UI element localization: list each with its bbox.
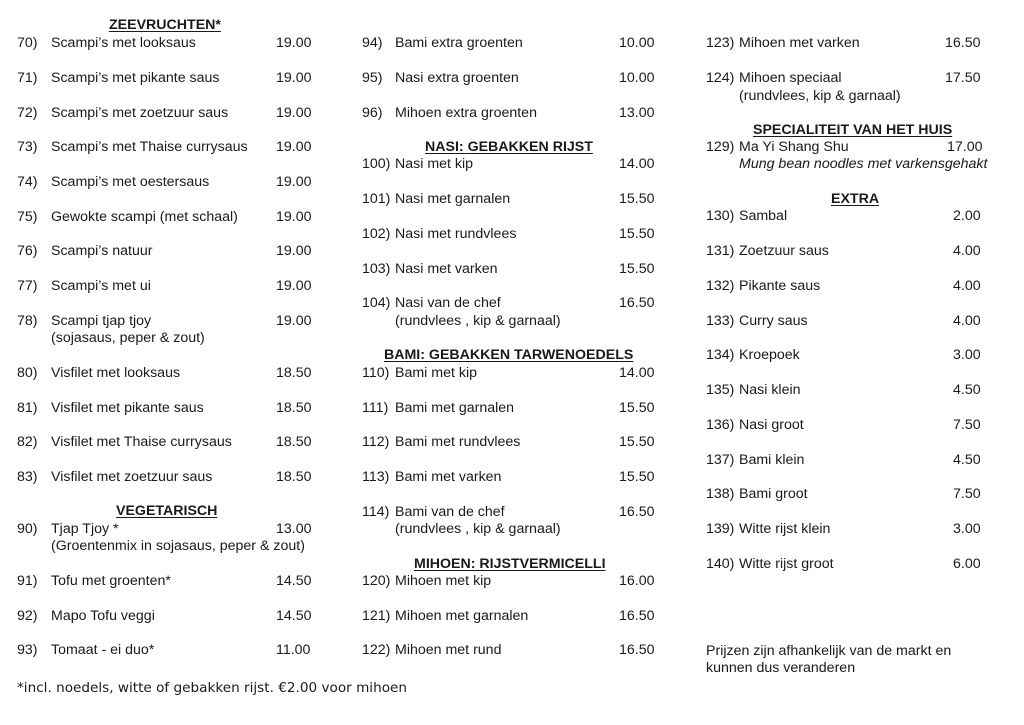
item-number: 103) xyxy=(362,261,391,277)
item-number: 76) xyxy=(17,243,38,259)
item-name: Mihoen met kip xyxy=(395,573,492,589)
item-price: 16.50 xyxy=(619,642,655,658)
item-number: 112) xyxy=(362,434,390,450)
item-name: Visfilet met looksaus xyxy=(51,365,181,381)
item-price: 15.50 xyxy=(619,191,655,207)
item-number: 120) xyxy=(362,573,391,589)
section-heading-bami: BAMI: GEBAKKEN TARWENOEDELS xyxy=(384,347,634,363)
item-name: Bami extra groenten xyxy=(395,35,523,51)
item-number: 110) xyxy=(362,365,390,381)
item-name: Mihoen met rund xyxy=(395,642,502,658)
item-name: Bami groot xyxy=(739,486,808,502)
item-name: Mapo Tofu veggi xyxy=(51,608,155,624)
item-price: 10.00 xyxy=(619,35,655,51)
item-name: Nasi met rundvlees xyxy=(395,226,517,242)
item-name: Nasi groot xyxy=(739,417,804,433)
item-name: Ma Yi Shang Shu xyxy=(739,139,849,155)
section-heading-nasi: NASI: GEBAKKEN RIJST xyxy=(425,139,593,155)
item-name: Scampi’s met Thaise currysaus xyxy=(51,139,248,155)
item-number: 111) xyxy=(362,400,389,416)
item-name: Bami met kip xyxy=(395,365,477,381)
item-name: Bami met varken xyxy=(395,469,502,485)
section-heading-specialiteit: SPECIALITEIT VAN HET HUIS xyxy=(753,122,953,138)
item-price: 2.00 xyxy=(953,208,981,224)
item-number: 135) xyxy=(706,382,735,398)
item-name: Mihoen speciaal xyxy=(739,70,842,86)
item-name: Tjap Tjoy * xyxy=(51,521,119,537)
item-number: 94) xyxy=(362,35,383,51)
item-number: 122) xyxy=(362,642,391,658)
item-number: 83) xyxy=(17,469,38,485)
item-number: 100) xyxy=(362,156,391,172)
item-number: 113) xyxy=(362,469,390,485)
item-number: 121) xyxy=(362,608,391,624)
item-price: 18.50 xyxy=(276,434,312,450)
item-price: 14.00 xyxy=(619,156,655,172)
item-price: 4.50 xyxy=(953,452,981,468)
item-description: (rundvlees, kip & garnaal) xyxy=(739,88,901,104)
item-number: 138) xyxy=(706,486,735,502)
item-number: 114) xyxy=(362,504,390,520)
item-price: 18.50 xyxy=(276,469,312,485)
item-number: 71) xyxy=(17,70,38,86)
item-number: 123) xyxy=(706,35,735,51)
item-number: 73) xyxy=(17,139,38,155)
item-number: 137) xyxy=(706,452,735,468)
item-number: 131) xyxy=(706,243,735,259)
item-price: 16.50 xyxy=(619,608,655,624)
item-price: 19.00 xyxy=(276,174,312,190)
item-number: 78) xyxy=(17,313,38,329)
item-name: Nasi van de chef xyxy=(395,295,501,311)
item-price: 15.50 xyxy=(619,469,655,485)
item-price: 19.00 xyxy=(276,313,312,329)
item-description: (Groentenmix in sojasaus, peper & zout) xyxy=(51,538,305,554)
item-price: 14.50 xyxy=(276,573,312,589)
section-heading-mihoen: MIHOEN: RIJSTVERMICELLI xyxy=(414,556,606,572)
item-price: 15.50 xyxy=(619,226,655,242)
item-number: 81) xyxy=(17,400,38,416)
footnote-noodles-rice: *incl. noedels, witte of gebakken rijst. €2.00 voor mihoen xyxy=(17,680,407,696)
section-heading-extra: EXTRA xyxy=(831,191,880,207)
item-price: 19.00 xyxy=(276,243,312,259)
item-name: Scampi’s met pikante saus xyxy=(51,70,220,86)
item-name: Mihoen extra groenten xyxy=(395,105,537,121)
item-price: 4.00 xyxy=(953,243,981,259)
item-number: 77) xyxy=(17,278,38,294)
item-price: 15.50 xyxy=(619,261,655,277)
item-name: Scampi’s met oestersaus xyxy=(51,174,210,190)
item-price: 11.00 xyxy=(276,642,311,658)
item-name: Witte rijst groot xyxy=(739,556,834,572)
item-number: 130) xyxy=(706,208,735,224)
section-heading-zeevruchten: ZEEVRUCHTEN* xyxy=(109,17,221,33)
item-name: Mihoen met varken xyxy=(739,35,860,51)
item-price: 19.00 xyxy=(276,105,312,121)
item-number: 75) xyxy=(17,209,38,225)
item-price: 14.00 xyxy=(619,365,655,381)
item-price: 4.00 xyxy=(953,313,981,329)
item-price: 3.00 xyxy=(953,347,981,363)
item-price: 7.50 xyxy=(953,417,981,433)
item-name: Tomaat - ei duo* xyxy=(51,642,155,658)
item-name: Nasi met varken xyxy=(395,261,498,277)
item-number: 102) xyxy=(362,226,391,242)
item-number: 80) xyxy=(17,365,38,381)
item-name: Scampi’s met ui xyxy=(51,278,151,294)
item-name: Sambal xyxy=(739,208,788,224)
item-name: Visfilet met Thaise currysaus xyxy=(51,434,232,450)
item-number: 91) xyxy=(17,573,38,589)
item-number: 96) xyxy=(362,105,383,121)
item-name: Visfilet met zoetzuur saus xyxy=(51,469,213,485)
item-price: 13.00 xyxy=(619,105,655,121)
item-name: Scampi’s met zoetzuur saus xyxy=(51,105,229,121)
item-number: 124) xyxy=(706,70,735,86)
item-name: Curry saus xyxy=(739,313,808,329)
item-price: 7.50 xyxy=(953,486,981,502)
item-price: 19.00 xyxy=(276,70,312,86)
item-price: 19.00 xyxy=(276,139,312,155)
item-name: Bami klein xyxy=(739,452,805,468)
item-price: 16.50 xyxy=(619,504,655,520)
item-name: Pikante saus xyxy=(739,278,821,294)
item-name: Kroepoek xyxy=(739,347,800,363)
item-number: 70) xyxy=(17,35,38,51)
item-number: 140) xyxy=(706,556,735,572)
item-price: 10.00 xyxy=(619,70,655,86)
item-number: 90) xyxy=(17,521,38,537)
item-name: Scampi’s natuur xyxy=(51,243,153,259)
item-name: Bami van de chef xyxy=(395,504,505,520)
item-price: 18.50 xyxy=(276,365,312,381)
item-number: 133) xyxy=(706,313,735,329)
item-description: (rundvlees , kip & garnaal) xyxy=(395,521,561,537)
item-number: 101) xyxy=(362,191,391,207)
item-name: Zoetzuur saus xyxy=(739,243,829,259)
item-description: (rundvlees , kip & garnaal) xyxy=(395,313,561,329)
item-name: Scampi’s met looksaus xyxy=(51,35,196,51)
item-name: Witte rijst klein xyxy=(739,521,831,537)
item-price: 13.00 xyxy=(276,521,312,537)
item-number: 132) xyxy=(706,278,735,294)
item-price: 4.50 xyxy=(953,382,981,398)
item-price: 19.00 xyxy=(276,35,312,51)
item-name: Bami met rundvlees xyxy=(395,434,521,450)
item-number: 129) xyxy=(706,139,735,155)
section-heading-vegetarisch: VEGETARISCH xyxy=(116,503,218,519)
item-description: (sojasaus, peper & zout) xyxy=(51,330,205,346)
item-price: 3.00 xyxy=(953,521,981,537)
price-notice-line-1: Prijzen zijn afhankelijk van de markt en xyxy=(706,643,952,659)
item-price: 15.50 xyxy=(619,400,655,416)
price-notice-line-2: kunnen dus veranderen xyxy=(706,660,856,676)
item-number: 95) xyxy=(362,70,383,86)
item-name: Nasi met garnalen xyxy=(395,191,511,207)
item-number: 104) xyxy=(362,295,391,311)
item-number: 134) xyxy=(706,347,735,363)
item-number: 72) xyxy=(17,105,38,121)
item-name: Gewokte scampi (met schaal) xyxy=(51,209,238,225)
item-price: 17.50 xyxy=(945,70,981,86)
item-name: Nasi extra groenten xyxy=(395,70,519,86)
item-price: 19.00 xyxy=(276,209,312,225)
item-name: Nasi klein xyxy=(739,382,801,398)
item-number: 93) xyxy=(17,642,38,658)
item-name: Bami met garnalen xyxy=(395,400,515,416)
item-name: Tofu met groenten* xyxy=(51,573,171,589)
item-price: 18.50 xyxy=(276,400,312,416)
item-price: 16.50 xyxy=(619,295,655,311)
item-price: 6.00 xyxy=(953,556,981,572)
item-number: 139) xyxy=(706,521,735,537)
item-name: Scampi tjap tjoy xyxy=(51,313,152,329)
item-price: 15.50 xyxy=(619,434,655,450)
item-price: 16.50 xyxy=(945,35,981,51)
item-number: 136) xyxy=(706,417,735,433)
item-price: 17.00 xyxy=(947,139,983,155)
item-price: 4.00 xyxy=(953,278,981,294)
item-description: Mung bean noodles met varkensgehakt xyxy=(739,156,988,172)
item-price: 19.00 xyxy=(276,278,312,294)
item-price: 16.00 xyxy=(619,573,655,589)
item-price: 14.50 xyxy=(276,608,312,624)
item-number: 92) xyxy=(17,608,38,624)
item-number: 74) xyxy=(17,174,38,190)
item-number: 82) xyxy=(17,434,38,450)
item-name: Visfilet met pikante saus xyxy=(51,400,204,416)
item-name: Nasi met kip xyxy=(395,156,474,172)
item-name: Mihoen met garnalen xyxy=(395,608,529,624)
